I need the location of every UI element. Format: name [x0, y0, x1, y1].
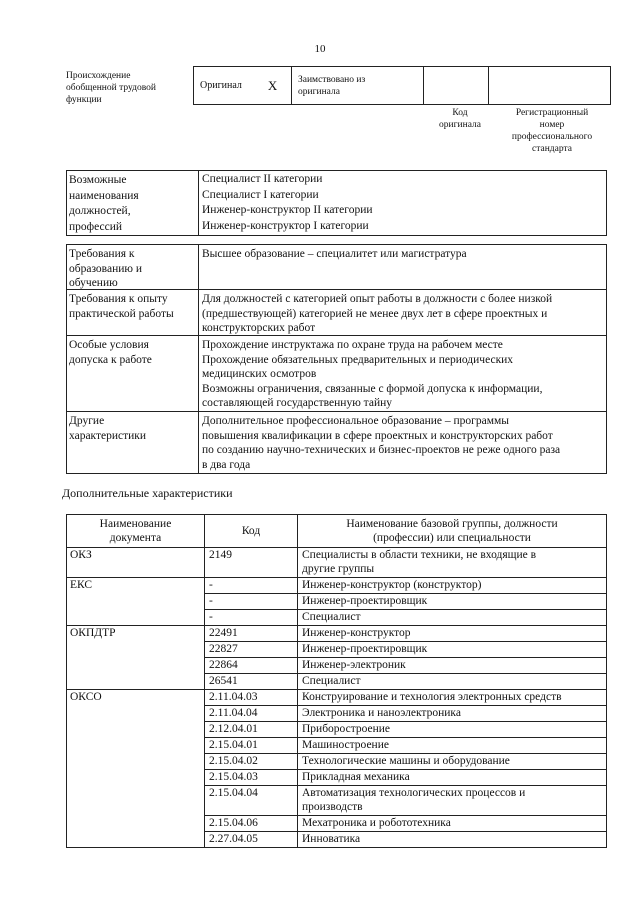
job-titles-label-line: профессий — [69, 220, 123, 233]
name-cell: Инженер-конструктор (конструктор) — [298, 578, 607, 594]
origin-table — [193, 66, 611, 105]
code-cell: 2.12.04.01 — [205, 722, 298, 738]
origin-label-line: обобщенной трудовой — [66, 83, 156, 93]
job-title-item: Инженер-конструктор I категории — [202, 219, 369, 232]
origin-reg-caption — [494, 107, 610, 155]
requirement-row-other — [67, 412, 606, 473]
requirement-label-line: характеристики — [69, 429, 147, 442]
requirement-label — [67, 290, 199, 335]
name-cell: Электроника и наноэлектроника — [298, 706, 607, 722]
original-mark: X — [267, 77, 278, 93]
doc-cell: ЕКС — [67, 578, 205, 626]
code-cell: 2.15.04.06 — [205, 816, 298, 832]
name-cell — [298, 786, 607, 816]
origin-code-caption — [426, 107, 494, 131]
requirement-value-line: в два года — [202, 458, 251, 471]
name-cell: Специалист — [298, 674, 607, 690]
code-cell: 2.15.04.03 — [205, 770, 298, 786]
reg-caption-line: стандарта — [532, 144, 572, 154]
code-cell: - — [205, 594, 298, 610]
code-cell: 2149 — [205, 548, 298, 578]
requirement-value-line: Высшее образование – специалитет или магистратура — [202, 248, 467, 260]
name-cell: Инженер-конструктор — [298, 626, 607, 642]
job-title-item: Специалист II категории — [202, 173, 323, 185]
requirement-row-education — [67, 245, 606, 290]
requirement-label-line: образованию и — [69, 262, 142, 275]
requirement-value — [199, 245, 606, 289]
header-name-line: (профессии) или специальности — [373, 532, 531, 544]
reg-caption-line: номер — [539, 120, 565, 130]
reg-caption-line: Регистрационный — [515, 108, 589, 118]
name-cell: Специалист — [298, 610, 607, 626]
name-cell: Инноватика — [298, 832, 607, 848]
requirement-value-line: Возможны ограничения, связанные с формой допуска к информации, — [202, 382, 543, 395]
requirement-value — [199, 412, 606, 473]
table-row — [67, 690, 607, 706]
requirement-label — [67, 336, 199, 411]
code-cell: 2.15.04.01 — [205, 738, 298, 754]
name-cell: Конструирование и технология электронных средств — [298, 690, 607, 706]
code-cell: 22864 — [205, 658, 298, 674]
job-title-item: Специалист I категории — [202, 188, 319, 201]
name-cell: Инженер-проектировщик — [298, 594, 607, 610]
requirement-label — [67, 245, 199, 289]
name-line: производств — [302, 801, 363, 813]
requirement-value-line: (предшествующей) категорией не менее двух лет в сфере проектных и — [202, 307, 548, 320]
header-document — [67, 515, 205, 548]
code-cell: 26541 — [205, 674, 298, 690]
requirements-table — [66, 244, 607, 474]
requirement-value-line: составляющей государственную тайну — [202, 397, 393, 409]
requirement-label-line: обучению — [69, 277, 118, 289]
job-titles-label-line: Возможные — [69, 174, 127, 186]
code-cell: 22827 — [205, 642, 298, 658]
requirement-value-line: Для должностей с категорией опыт работы в должности с более низкой — [202, 293, 553, 305]
requirement-label-line: допуска к работе — [69, 353, 152, 366]
requirement-row-experience — [67, 290, 606, 336]
table-row — [67, 626, 607, 642]
job-titles-label-line: должностей, — [69, 205, 131, 217]
original-label: Оригинал — [200, 80, 242, 91]
requirement-value — [199, 290, 606, 335]
requirement-value-line: медицинских осмотров — [202, 368, 317, 380]
requirement-row-admission — [67, 336, 606, 412]
origin-label — [66, 70, 186, 106]
requirement-label-line: Требования к опыту — [69, 293, 168, 305]
requirement-label-line: Особые условия — [69, 339, 149, 351]
code-cell: 22491 — [205, 626, 298, 642]
borrowed-line: оригинала — [298, 87, 340, 97]
requirement-label-line: практической работы — [69, 307, 174, 320]
name-cell: Мехатроника и робототехника — [298, 816, 607, 832]
job-titles-table — [66, 170, 607, 236]
job-titles-label-line: наименования — [69, 189, 139, 202]
origin-code-cell — [424, 67, 489, 104]
code-caption-line: оригинала — [439, 120, 481, 130]
name-line: Специалисты в области техники, не входящие в — [302, 549, 537, 561]
requirement-value-line: повышения квалификации в сфере проектных и конструкторских работ — [202, 429, 553, 442]
header-name — [298, 515, 607, 548]
requirement-value-line: Прохождение обязательных предварительных и периодических — [202, 353, 514, 366]
code-caption-line: Код — [452, 108, 468, 118]
table-header-row — [67, 515, 607, 548]
code-cell: 2.15.04.04 — [205, 786, 298, 816]
requirement-label-line: Другие — [69, 415, 105, 427]
origin-reg-number-cell — [489, 67, 610, 104]
header-document-line: Наименование — [99, 518, 172, 530]
header-document-line: документа — [109, 532, 162, 544]
name-line: Автоматизация технологических процессов и — [302, 787, 526, 799]
page-number: 10 — [314, 43, 326, 55]
code-cell: 2.11.04.04 — [205, 706, 298, 722]
table-row — [67, 548, 607, 578]
requirement-value-line: Дополнительное профессиональное образование – программы — [202, 415, 509, 427]
doc-cell: ОКЗ — [67, 548, 205, 578]
name-cell: Инженер-электроник — [298, 658, 607, 674]
code-cell: - — [205, 610, 298, 626]
borrowed-line: Заимствовано из — [298, 75, 366, 85]
requirement-label — [67, 412, 199, 473]
name-cell: Технологические машины и оборудование — [298, 754, 607, 770]
origin-label-line: Происхождение — [66, 71, 131, 81]
requirement-value-line: по созданию научно-технических и бизнес-проектов не реже одного раза — [202, 444, 561, 456]
name-cell: Приборостроение — [298, 722, 607, 738]
name-cell: Прикладная механика — [298, 770, 607, 786]
additional-characteristics-table — [66, 514, 607, 848]
doc-cell: ОКПДТР — [67, 626, 205, 690]
requirement-value-line: Прохождение инструктажа по охране труда на рабочем месте — [202, 339, 503, 351]
header-name-line: Наименование базовой группы, должности — [346, 518, 558, 530]
code-cell: 2.27.04.05 — [205, 832, 298, 848]
origin-original-cell — [194, 67, 292, 104]
code-cell: 2.11.04.03 — [205, 690, 298, 706]
requirement-label-line: Требования к — [69, 248, 135, 260]
job-title-item: Инженер-конструктор II категории — [202, 204, 373, 216]
reg-caption-line: профессионального — [511, 132, 593, 142]
name-cell — [298, 548, 607, 578]
name-line: другие группы — [302, 563, 375, 575]
requirement-value-line: конструкторских работ — [202, 322, 316, 334]
name-cell: Машиностроение — [298, 738, 607, 754]
origin-borrowed-cell — [292, 67, 424, 104]
origin-label-line: функции — [66, 95, 102, 105]
code-cell: 2.15.04.02 — [205, 754, 298, 770]
doc-cell: ОКСО — [67, 690, 205, 848]
name-cell: Инженер-проектировщик — [298, 642, 607, 658]
requirement-value — [199, 336, 606, 411]
table-row — [67, 578, 607, 594]
job-titles-values — [199, 171, 606, 235]
header-code: Код — [205, 515, 298, 548]
job-titles-label — [67, 171, 199, 235]
code-cell: - — [205, 578, 298, 594]
additional-section-title: Дополнительные характеристики — [62, 486, 233, 500]
